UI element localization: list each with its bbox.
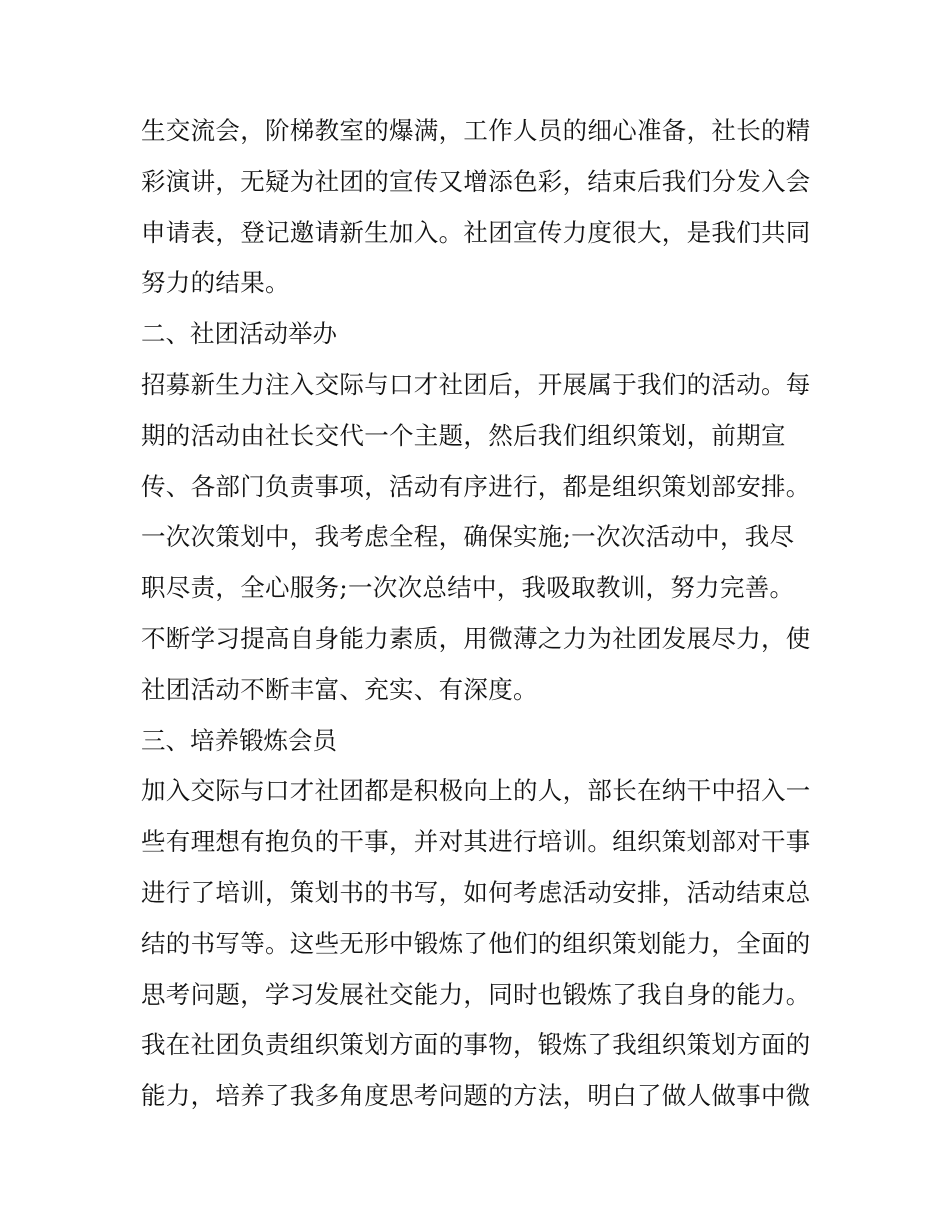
text-line: 进行了培训，策划书的书写，如何考虑活动安排，活动结束总 — [141, 877, 811, 907]
text-line: 一次次策划中，我考虑全程，确保实施;一次次活动中，我尽 — [141, 522, 795, 552]
section-heading-3: 三、培养锻炼会员 — [141, 725, 337, 755]
text-line: 传、各部门负责事项，活动有序进行，都是组织策划部安排。 — [141, 471, 811, 501]
text-line: 思考问题，学习发展社交能力，同时也锻炼了我自身的能力。 — [141, 979, 811, 1009]
text-line: 申请表，登记邀请新生加入。社团宣传力度很大，是我们共同 — [141, 217, 811, 247]
text-line: 职尽责，全心服务;一次次总结中，我吸取教训，努力完善。 — [141, 573, 795, 603]
paragraph-3 — [141, 766, 821, 1122]
text-line: 社团活动不断丰富、充实、有深度。 — [141, 674, 538, 704]
section-heading-2: 二、社团活动举办 — [141, 319, 337, 349]
paragraph-2 — [141, 360, 821, 716]
text-line: 招募新生力注入交际与口才社团后，开展属于我们的活动。每 — [141, 369, 811, 399]
text-line: 生交流会，阶梯教室的爆满，工作人员的细心准备，社长的精 — [141, 116, 811, 145]
text-line: 结的书写等。这些无形中锻炼了他们的组织策划能力，全面的 — [141, 928, 811, 958]
text-line: 期的活动由社长交代一个主题，然后我们组织策划，前期宣 — [141, 420, 786, 450]
text-line: 彩演讲，无疑为社团的宣传又增添色彩，结束后我们分发入会 — [141, 166, 811, 196]
text-line: 加入交际与口才社团都是积极向上的人，部长在纳干中招入一 — [141, 776, 811, 806]
paragraph-1 — [141, 106, 821, 309]
text-line: 不断学习提高自身能力素质，用微薄之力为社团发展尽力，使 — [141, 623, 811, 653]
text-line: 努力的结果。 — [141, 268, 290, 298]
document-body — [141, 106, 821, 1122]
text-line: 些有理想有抱负的干事，并对其进行培训。组织策划部对干事 — [141, 827, 811, 857]
text-line: 能力，培养了我多角度思考问题的方法，明白了做人做事中微 — [141, 1081, 811, 1111]
text-line: 我在社团负责组织策划方面的事物，锻炼了我组织策划方面的 — [141, 1030, 811, 1060]
